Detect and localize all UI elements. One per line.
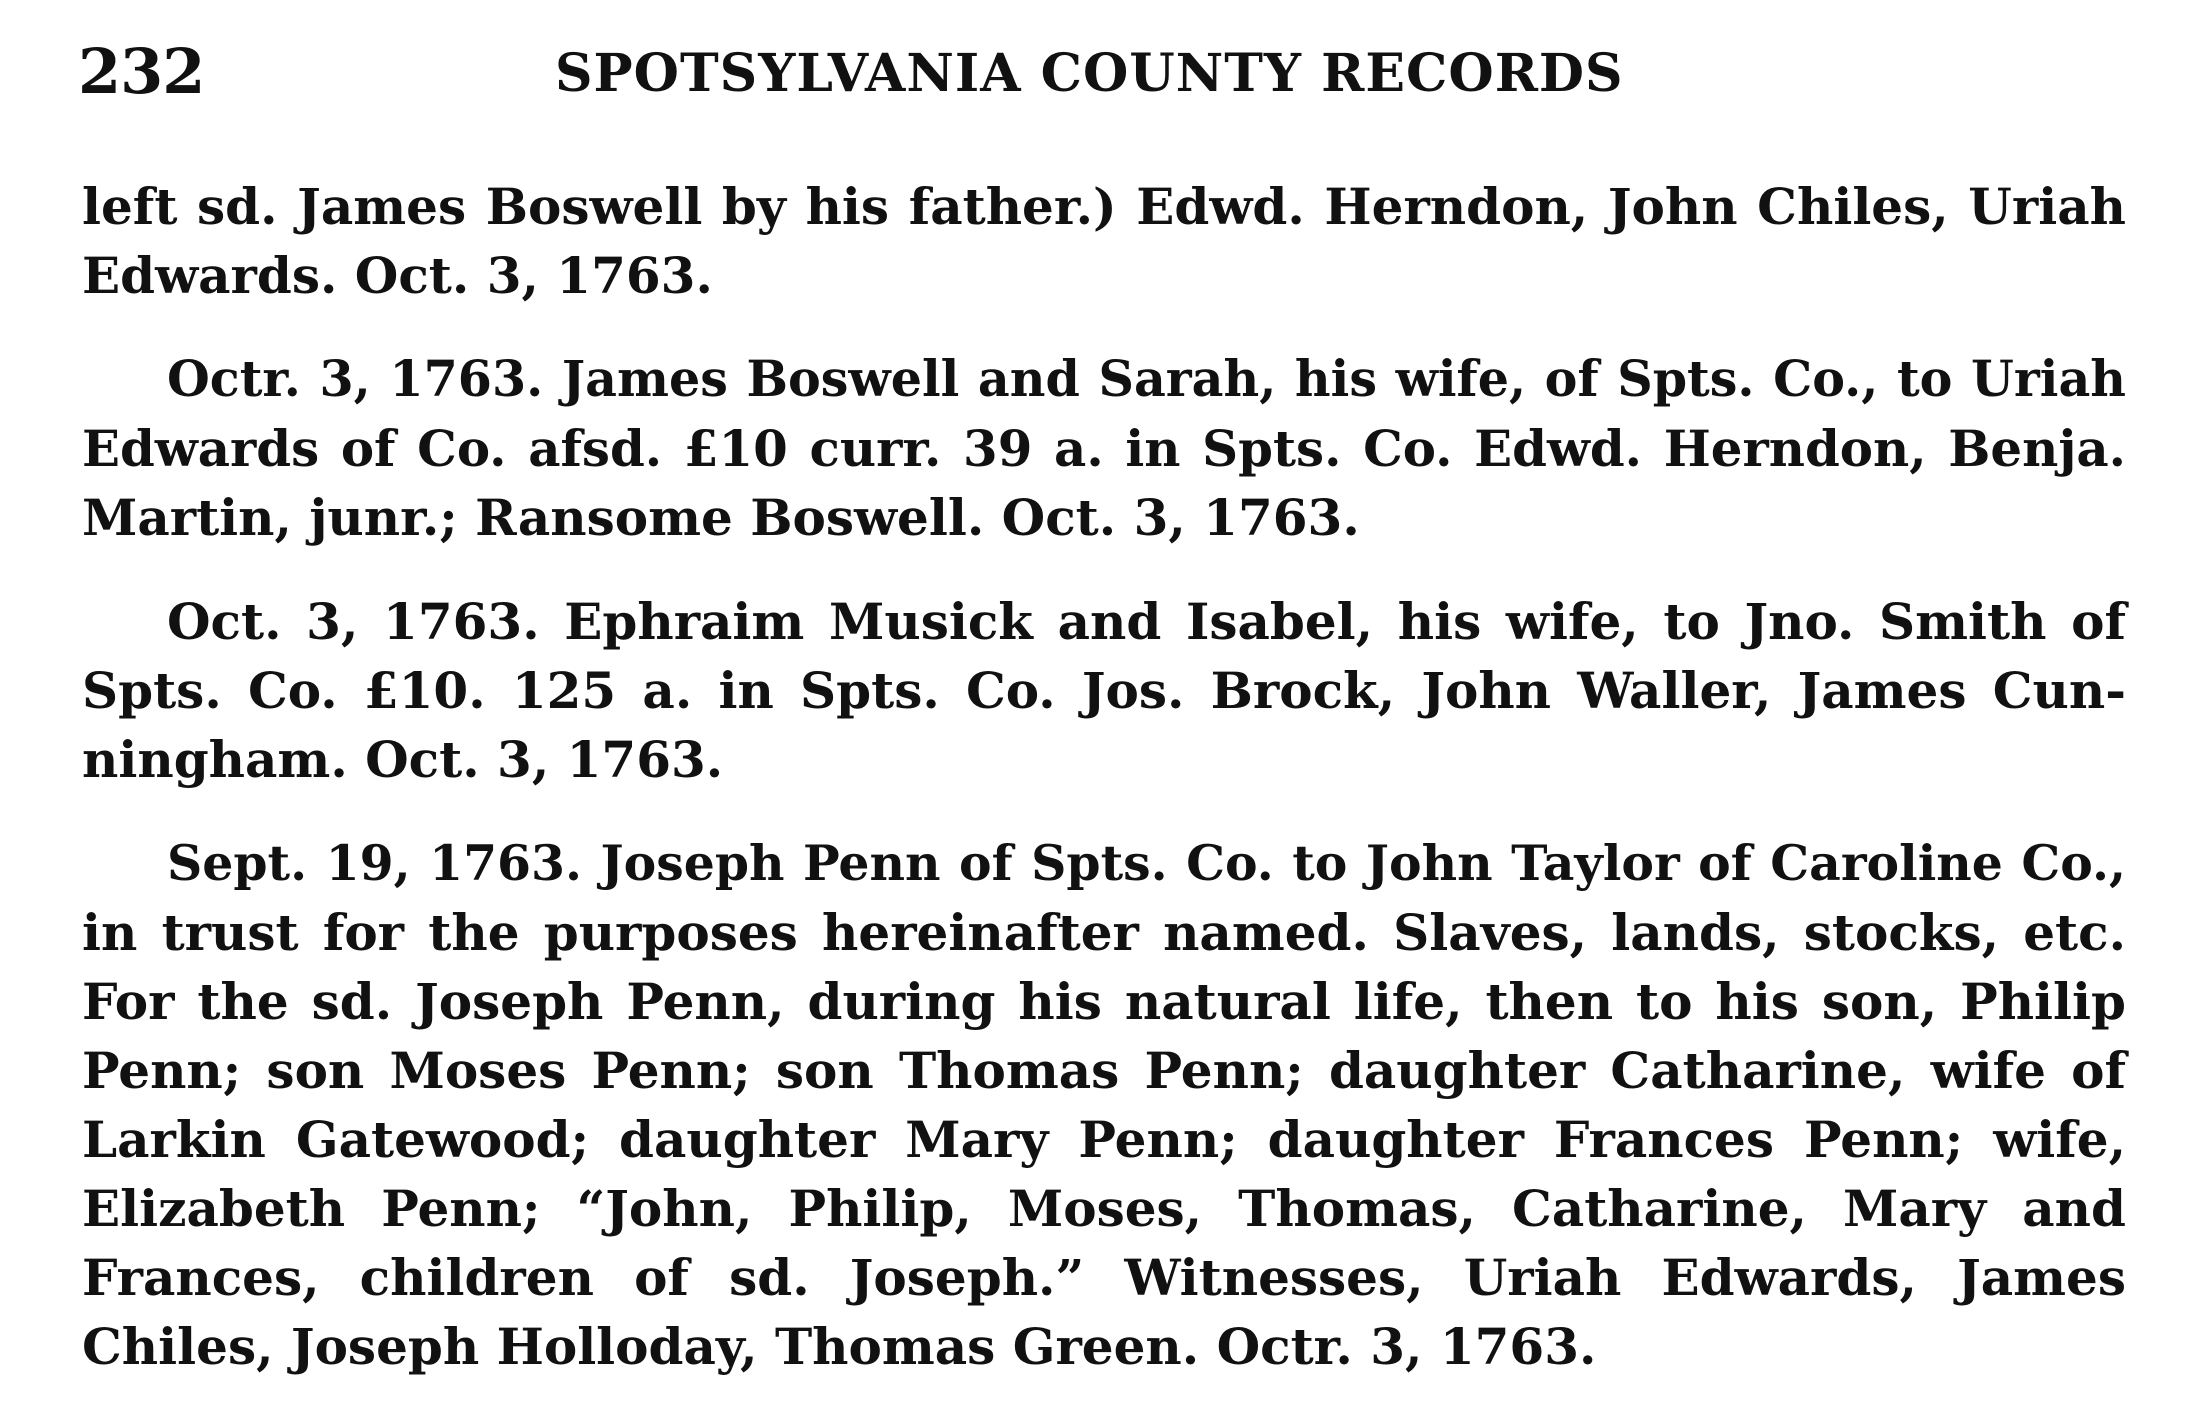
page-number: 232 — [78, 35, 205, 108]
paragraph-continuation — [82, 172, 2126, 310]
text-line: Martin, junr.; Ransome Boswell. Oct. 3, 1763. — [82, 488, 1360, 547]
text-line: Edwards. Oct. 3, 1763. — [82, 246, 713, 305]
text-line: Chiles, Joseph Holloday, Thomas Green. Octr. 3, 1763. — [82, 1317, 1597, 1376]
text-line: Spts. Co. £10. 125 a. in Spts. Co. Jos. Brock, John Waller, James Cun- — [82, 661, 2126, 720]
text-line: Edwards of Co. afsd. £10 curr. 39 a. in Spts. Co. Edwd. Herndon, Benja. — [82, 419, 2126, 478]
text-line: left sd. James Boswell by his father.) Edwd. Herndon, John Chiles, Uriah — [82, 177, 2126, 236]
text-line: Sept. 19, 1763. Joseph Penn of Spts. Co. to John Taylor of Caroline Co., — [167, 834, 2126, 892]
body-text — [82, 172, 2126, 1416]
text-line: Frances, children of sd. Joseph.” Witnesses, Uriah Edwards, James — [82, 1248, 2126, 1307]
text-line: in trust for the purposes hereinafter named. Slaves, lands, stocks, etc. — [82, 903, 2126, 962]
text-line: Oct. 3, 1763. Ephraim Musick and Isabel, his wife, to Jno. Smith of — [167, 592, 2126, 651]
text-line: ningham. Oct. 3, 1763. — [82, 730, 724, 789]
running-title: SPOTSYLVANIA COUNTY RECORDS — [555, 43, 1624, 104]
text-line: Larkin Gatewood; daughter Mary Penn; daughter Frances Penn; wife, — [82, 1110, 2126, 1169]
text-line: Elizabeth Penn; “John, Philip, Moses, Thomas, Catharine, Mary and — [82, 1179, 2126, 1238]
text-line: Penn; son Moses Penn; son Thomas Penn; daughter Catharine, wife of — [82, 1041, 2126, 1100]
paragraph-musick-deed — [82, 587, 2126, 794]
paragraph-boswell-deed — [82, 345, 2126, 552]
paragraph-penn-deed — [82, 829, 2126, 1381]
text-line: For the sd. Joseph Penn, during his natural life, then to his son, Philip — [82, 972, 2126, 1031]
text-line: Octr. 3, 1763. James Boswell and Sarah, his wife, of Spts. Co., to Uriah — [167, 350, 2126, 408]
